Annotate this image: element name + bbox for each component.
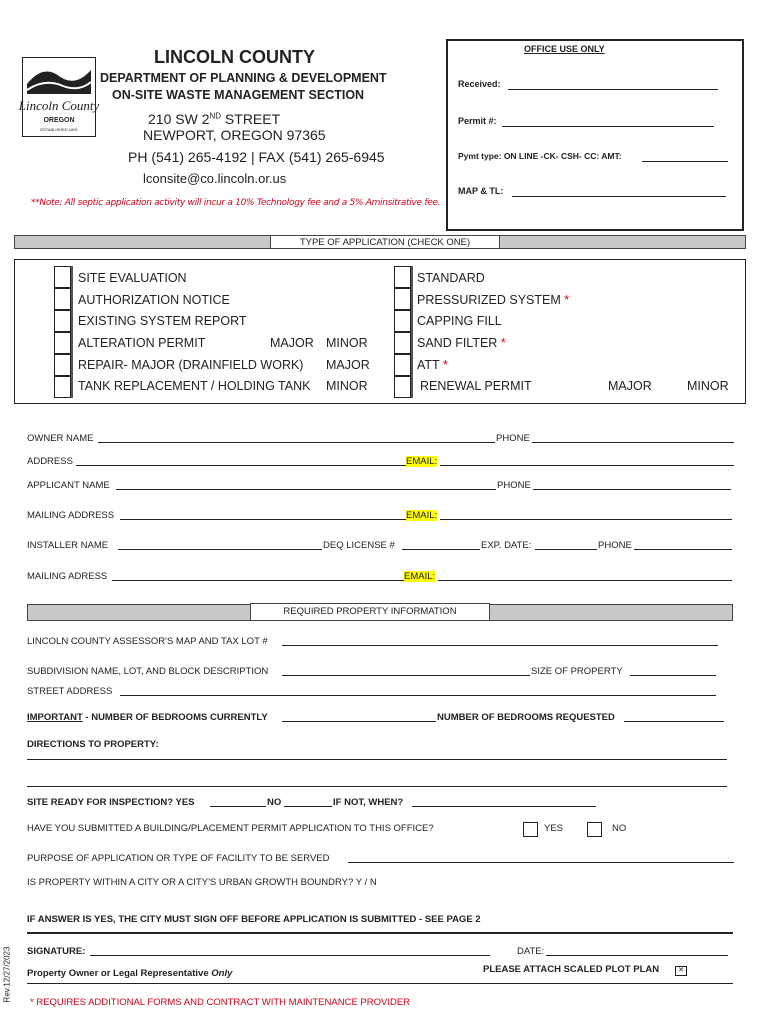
subdivision-field[interactable]: [282, 675, 530, 676]
logo-wave-icon: [18, 58, 100, 136]
pymt-amount-field[interactable]: [642, 161, 728, 162]
deq-license-label: DEQ LICENSE #: [323, 540, 395, 551]
attach-plot-plan-label: PLEASE ATTACH SCALED PLOT PLAN: [483, 964, 660, 975]
type-standard: STANDARD: [417, 271, 485, 285]
checkbox-repair-major[interactable]: [54, 354, 71, 376]
owner-name-field[interactable]: [98, 442, 495, 443]
installer-name-label: INSTALLER NAME: [27, 540, 109, 551]
checkbox-standard[interactable]: [394, 266, 411, 288]
alteration-minor-option[interactable]: MINOR: [326, 336, 368, 350]
date-label: DATE:: [517, 946, 545, 957]
type-capping-fill: CAPPING FILL: [417, 314, 502, 328]
type-sand-filter: SAND FILTER *: [417, 336, 506, 350]
installer-mailing-field[interactable]: [112, 580, 404, 581]
installer-name-field[interactable]: [118, 549, 322, 550]
site-ready-label: SITE READY FOR INSPECTION? YES: [27, 797, 195, 808]
site-ready-no-field[interactable]: [284, 806, 332, 807]
fee-note: **Note: All septic application activity will incur a 10% Technology fee and a 5% Aminsitrative fee.: [31, 198, 441, 208]
section-name: ON-SITE WASTE MANAGEMENT SECTION: [112, 88, 365, 102]
checkbox-att[interactable]: [394, 354, 411, 376]
office-use-title: OFFICE USE ONLY: [524, 44, 605, 54]
installer-mailing-label: MAILING ADRESS: [27, 571, 108, 582]
checkbox-existing-system-report[interactable]: [54, 310, 71, 332]
exp-date-label: EXP. DATE:: [481, 540, 532, 551]
signature-bottom-rule: [27, 983, 733, 984]
owner-email-field[interactable]: [440, 465, 734, 466]
repair-major-option[interactable]: MAJOR: [326, 358, 370, 372]
property-size-field[interactable]: [630, 675, 716, 676]
address-field[interactable]: [76, 465, 406, 466]
type-att: ATT *: [417, 358, 448, 372]
type-existing-system-report: EXISTING SYSTEM REPORT: [78, 314, 247, 328]
date-field[interactable]: [546, 955, 728, 956]
applicant-email-label: EMAIL:: [406, 510, 438, 521]
county-title: LINCOLN COUNTY: [154, 47, 315, 67]
signature-label: SIGNATURE:: [27, 946, 86, 957]
office-use-box: [446, 39, 744, 231]
building-permit-no-label: NO: [612, 823, 627, 834]
checkbox-renewal-permit[interactable]: [394, 376, 411, 398]
site-ready-yes-field[interactable]: [210, 806, 266, 807]
office-address-line1: 210 SW 2ND STREET: [148, 111, 281, 127]
map-tl-field[interactable]: [512, 196, 726, 197]
applicant-name-label: APPLICANT NAME: [27, 480, 110, 491]
exp-date-field[interactable]: [535, 549, 597, 550]
directions-field-2[interactable]: [27, 786, 727, 787]
mailing-address-field[interactable]: [120, 519, 406, 520]
installer-email-label: EMAIL:: [404, 571, 436, 582]
owner-representative-label: Property Owner or Legal Representative Only: [27, 968, 233, 979]
county-logo: [18, 57, 100, 137]
city-signoff-note: IF ANSWER IS YES, THE CITY MUST SIGN OFF BEFORE APPLICATION IS SUBMITTED - SEE PAGE 2: [27, 914, 481, 925]
received-field[interactable]: [508, 89, 718, 90]
installer-phone-field[interactable]: [634, 549, 732, 550]
checkbox-authorization-notice[interactable]: [54, 288, 71, 310]
owner-name-label: OWNER NAME: [27, 433, 94, 444]
assessor-map-field[interactable]: [282, 645, 718, 646]
applicant-phone-label: PHONE: [497, 480, 531, 491]
type-renewal-permit: RENEWAL PERMIT: [420, 379, 532, 393]
installer-phone-label: PHONE: [598, 540, 632, 551]
type-alteration-permit: ALTERATION PERMIT: [78, 336, 206, 350]
purpose-field[interactable]: [348, 862, 734, 863]
received-label: Received:: [458, 79, 501, 89]
building-permit-yes-label: YES: [544, 823, 564, 834]
type-repair-major: REPAIR- MAJOR (DRAINFIELD WORK): [78, 358, 304, 372]
owner-phone-field[interactable]: [532, 442, 734, 443]
checkbox-sand-filter[interactable]: [394, 332, 411, 354]
bedrooms-requested-label: NUMBER OF BEDROOMS REQUESTED: [437, 712, 615, 723]
mailing-address-label: MAILING ADDRESS: [27, 510, 115, 521]
type-authorization-notice: AUTHORIZATION NOTICE: [78, 293, 230, 307]
attach-checkbox-icon[interactable]: ✕: [675, 966, 687, 976]
additional-forms-footnote: * REQUIRES ADDITIONAL FORMS AND CONTRACT WITH MAINTENANCE PROVIDER: [30, 997, 411, 1008]
alteration-major-option[interactable]: MAJOR: [270, 336, 314, 350]
department-name: DEPARTMENT OF PLANNING & DEVELOPMENT: [100, 71, 387, 85]
checkbox-site-evaluation[interactable]: [54, 266, 71, 288]
map-tl-label: MAP & TL:: [458, 186, 504, 196]
office-email: lconsite@co.lincoln.or.us: [143, 171, 287, 186]
signature-field[interactable]: [90, 955, 490, 956]
svg-text:OREGON: OREGON: [43, 117, 75, 124]
bedrooms-requested-field[interactable]: [624, 721, 724, 722]
street-address-field[interactable]: [120, 695, 716, 696]
applicant-name-field[interactable]: [116, 489, 496, 490]
type-pressurized-system: PRESSURIZED SYSTEM *: [417, 293, 570, 307]
installer-email-field[interactable]: [438, 580, 732, 581]
revision-date: Rev.12/27/2023: [2, 946, 12, 1003]
office-phone: PH (541) 265-4192 | FAX (541) 265-6945: [128, 149, 385, 165]
assessor-map-label: LINCOLN COUNTY ASSESSOR'S MAP AND TAX LOT #: [27, 636, 268, 647]
directions-field-1[interactable]: [27, 759, 727, 760]
renewal-major-option[interactable]: MAJOR: [608, 379, 652, 393]
tank-minor-option[interactable]: MINOR: [326, 379, 368, 393]
permit-label: Permit #:: [458, 116, 497, 126]
checkbox-capping-fill[interactable]: [394, 310, 411, 332]
owner-email-label: EMAIL:: [406, 456, 438, 467]
owner-phone-label: PHONE: [496, 433, 530, 444]
building-permit-question: HAVE YOU SUBMITTED A BUILDING/PLACEMENT PERMIT APPLICATION TO THIS OFFICE?: [27, 823, 434, 834]
type-section-title: TYPE OF APPLICATION (CHECK ONE): [270, 235, 500, 249]
renewal-minor-option[interactable]: MINOR: [687, 379, 729, 393]
applicant-email-field[interactable]: [440, 519, 732, 520]
address-label: ADDRESS: [27, 456, 73, 467]
subdivision-label: SUBDIVISION NAME, LOT, AND BLOCK DESCRIPTION: [27, 666, 269, 677]
svg-text:Lincoln County: Lincoln County: [18, 98, 100, 113]
site-ready-when-label: IF NOT, WHEN?: [333, 797, 404, 808]
applicant-phone-field[interactable]: [533, 489, 731, 490]
bedrooms-row: IMPORTANT - NUMBER OF BEDROOMS CURRENTLY: [27, 712, 268, 723]
signature-top-rule: [27, 932, 733, 934]
office-address-line2: NEWPORT, OREGON 97365: [143, 127, 326, 143]
permit-field[interactable]: [502, 126, 714, 127]
street-address-label: STREET ADDRESS: [27, 686, 113, 697]
purpose-label: PURPOSE OF APPLICATION OR TYPE OF FACILITY TO BE SERVED: [27, 853, 330, 864]
site-ready-when-field[interactable]: [412, 806, 596, 807]
deq-license-field[interactable]: [402, 549, 480, 550]
directions-label: DIRECTIONS TO PROPERTY:: [27, 739, 159, 750]
building-permit-no-checkbox[interactable]: [587, 822, 602, 837]
type-site-evaluation: SITE EVALUATION: [78, 271, 187, 285]
type-tank-replacement: TANK REPLACEMENT / HOLDING TANK: [78, 379, 311, 393]
checkbox-alteration-permit[interactable]: [54, 332, 71, 354]
checkbox-pressurized-system[interactable]: [394, 288, 411, 310]
site-ready-no-label: NO: [267, 797, 282, 808]
svg-text:ESTABLISHED 1893: ESTABLISHED 1893: [40, 127, 78, 132]
bedrooms-current-field[interactable]: [282, 721, 436, 722]
checkbox-tank-replacement[interactable]: [54, 376, 71, 398]
pymt-label: Pymt type: ON LINE -CK- CSH- CC: AMT:: [458, 151, 622, 161]
building-permit-yes-checkbox[interactable]: [523, 822, 538, 837]
property-size-label: SIZE OF PROPERTY: [531, 666, 623, 677]
property-section-title: REQUIRED PROPERTY INFORMATION: [250, 603, 490, 621]
city-question: IS PROPERTY WITHIN A CITY OR A CITY'S URBAN GROWTH BOUNDRY? Y / N: [27, 877, 377, 888]
